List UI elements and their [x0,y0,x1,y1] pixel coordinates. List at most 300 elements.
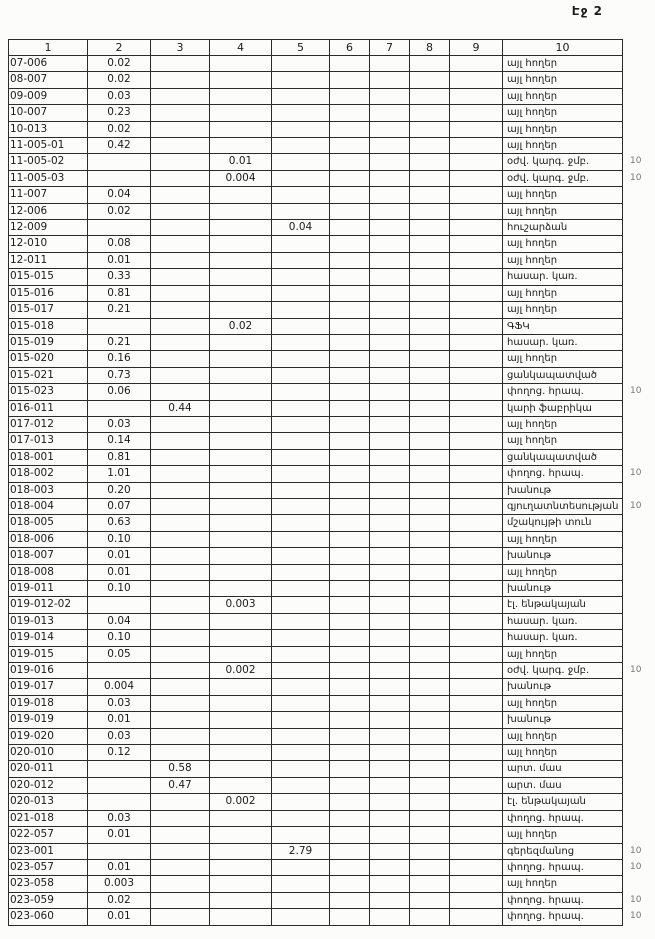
value-cell [330,498,370,514]
margin-note [623,138,649,154]
value-cell [330,810,370,826]
table-row [9,318,649,334]
value-cell [151,712,210,728]
table-row [9,498,649,514]
land-use-cell: խանութ [503,581,623,597]
value-cell [330,613,370,629]
value-cell [410,187,450,203]
value-cell [330,827,370,843]
value-cell [272,679,330,695]
value-cell [370,531,410,547]
value-cell: 0.47 [151,777,210,793]
value-cell: 0.01 [88,252,151,268]
value-cell [370,728,410,744]
value-cell: 0.07 [88,498,151,514]
value-cell [272,187,330,203]
value-cell [410,810,450,826]
land-use-cell: այլ հողեր [503,105,623,121]
land-use-cell: այլ հողեր [503,351,623,367]
value-cell [330,187,370,203]
value-cell [450,498,503,514]
value-cell [330,449,370,465]
parcel-code-cell: 018-007 [9,548,88,564]
value-cell [210,302,272,318]
parcel-code-cell: 019-020 [9,728,88,744]
value-cell [272,416,330,432]
margin-note [623,761,649,777]
value-cell [210,646,272,662]
value-cell: 0.02 [88,203,151,219]
value-cell [370,351,410,367]
margin-note [623,203,649,219]
value-cell [450,728,503,744]
margin-note [623,416,649,432]
value-cell [370,613,410,629]
value-cell [151,269,210,285]
value-cell [330,548,370,564]
value-cell: 0.03 [88,695,151,711]
value-cell [210,761,272,777]
value-cell [210,252,272,268]
land-use-cell: կարի ֆաբրիկա [503,400,623,416]
value-cell: 0.003 [88,876,151,892]
value-cell [330,909,370,925]
parcel-code-cell: 019-013 [9,613,88,629]
parcel-code-cell: 11-005-01 [9,138,88,154]
value-cell: 0.16 [88,351,151,367]
value-cell [151,220,210,236]
value-cell: 0.01 [88,827,151,843]
value-cell [210,56,272,72]
margin-note: 10 [630,386,642,397]
value-cell [370,367,410,383]
value-cell [272,695,330,711]
value-cell [410,827,450,843]
parcel-code-cell: 015-015 [9,269,88,285]
value-cell [151,531,210,547]
value-cell [330,400,370,416]
value-cell [450,482,503,498]
value-cell [330,252,370,268]
value-cell [370,761,410,777]
table-row [9,400,649,416]
value-cell [410,170,450,186]
value-cell [410,597,450,613]
land-use-cell: այլ հողեր [503,252,623,268]
value-cell [330,679,370,695]
value-cell [151,909,210,925]
margin-note [623,318,649,334]
value-cell [370,581,410,597]
table-row [9,515,649,531]
value-cell: 0.01 [88,909,151,925]
value-cell [330,597,370,613]
value-cell [210,548,272,564]
value-cell [410,859,450,875]
value-cell [210,876,272,892]
land-use-cell: այլ հողեր [503,728,623,744]
value-cell [450,630,503,646]
value-cell [410,498,450,514]
value-cell [450,810,503,826]
value-cell [370,482,410,498]
value-cell [330,466,370,482]
value-cell [272,810,330,826]
value-cell [272,302,330,318]
value-cell [370,56,410,72]
land-use-cell: այլ հողեր [503,88,623,104]
margin-note [623,252,649,268]
value-cell [151,170,210,186]
value-cell: 0.10 [88,531,151,547]
parcel-code-cell: 023-001 [9,843,88,859]
value-cell [370,318,410,334]
value-cell [450,449,503,465]
value-cell [330,269,370,285]
table-row [9,712,649,728]
value-cell [272,892,330,908]
value-cell [151,745,210,761]
value-cell [210,400,272,416]
value-cell [410,646,450,662]
value-cell [210,843,272,859]
value-cell [450,794,503,810]
value-cell [272,777,330,793]
land-use-cell: խանութ [503,679,623,695]
value-cell [410,482,450,498]
value-cell [210,515,272,531]
value-cell [272,745,330,761]
margin-note [623,367,649,383]
value-cell [210,121,272,137]
margin-note [623,581,649,597]
value-cell [330,745,370,761]
value-cell [272,613,330,629]
table-body [9,56,649,926]
value-cell [151,515,210,531]
value-cell [450,121,503,137]
value-cell [272,728,330,744]
value-cell [450,285,503,301]
value-cell [370,892,410,908]
value-cell [272,384,330,400]
value-cell [450,515,503,531]
land-use-cell: խանութ [503,548,623,564]
value-cell [370,154,410,170]
land-use-cell: փողոց. հրապ. [503,909,623,925]
value-cell [370,203,410,219]
value-cell [272,269,330,285]
value-cell [151,252,210,268]
value-cell [272,663,330,679]
parcel-code-cell: 023-060 [9,909,88,925]
table-row [9,466,649,482]
value-cell: 0.21 [88,334,151,350]
value-cell [370,105,410,121]
margin-note [623,449,649,465]
table-row [9,72,649,88]
margin-note [623,105,649,121]
value-cell [272,203,330,219]
table-row [9,794,649,810]
value-cell [370,72,410,88]
table-row [9,777,649,793]
land-use-cell: օժվ. կարգ. ջմբ. [503,170,623,186]
value-cell [450,88,503,104]
value-cell [370,138,410,154]
value-cell [450,154,503,170]
value-cell [370,384,410,400]
value-cell: 0.10 [88,630,151,646]
value-cell [210,564,272,580]
value-cell [410,581,450,597]
value-cell [151,548,210,564]
table-row [9,597,649,613]
value-cell [210,745,272,761]
land-use-cell: հասար. կառ. [503,630,623,646]
value-cell [88,663,151,679]
value-cell [272,400,330,416]
value-cell [410,745,450,761]
value-cell [410,909,450,925]
value-cell [370,695,410,711]
value-cell [151,663,210,679]
table-header [9,40,649,56]
page-number-label: Էջ 2 [571,4,603,18]
table-row [9,302,649,318]
value-cell [450,581,503,597]
land-use-cell: այլ հողեր [503,827,623,843]
value-cell: 0.73 [88,367,151,383]
land-use-cell: գերեզմանոց [503,843,623,859]
value-cell: 0.63 [88,515,151,531]
value-cell [410,613,450,629]
value-cell: 0.02 [210,318,272,334]
table-row [9,220,649,236]
value-cell: 0.04 [88,613,151,629]
value-cell [272,351,330,367]
margin-note [623,597,649,613]
value-cell: 0.03 [88,810,151,826]
margin-note [623,302,649,318]
margin-note [623,220,649,236]
table-row [9,269,649,285]
parcel-code-cell: 11-005-02 [9,154,88,170]
land-use-cell: հասար. կառ. [503,334,623,350]
value-cell [370,121,410,137]
value-cell [272,154,330,170]
parcel-code-cell: 019-014 [9,630,88,646]
land-use-cell: խանութ [503,482,623,498]
value-cell [410,334,450,350]
value-cell [330,843,370,859]
table-row [9,154,649,170]
table-row [9,482,649,498]
value-cell [330,515,370,531]
value-cell [151,630,210,646]
land-use-cell: փողոց. հրապ. [503,384,623,400]
land-use-cell: օժվ. կարգ. ջմբ. [503,154,623,170]
value-cell [151,154,210,170]
margin-note [623,236,649,252]
value-cell [330,777,370,793]
value-cell [450,843,503,859]
parcel-code-cell: 08-007 [9,72,88,88]
margin-note: 10 [630,665,642,676]
value-cell [272,531,330,547]
value-cell [151,236,210,252]
margin-note [623,433,649,449]
value-cell [330,482,370,498]
value-cell [450,663,503,679]
value-cell [151,203,210,219]
value-cell [210,285,272,301]
margin-note: 10 [630,500,642,511]
value-cell [151,334,210,350]
value-cell [272,449,330,465]
value-cell [330,72,370,88]
value-cell [272,515,330,531]
value-cell [410,384,450,400]
parcel-code-cell: 10-007 [9,105,88,121]
value-cell [450,613,503,629]
value-cell [410,269,450,285]
value-cell [151,187,210,203]
margin-note [623,187,649,203]
land-use-cell: այլ հողեր [503,121,623,137]
value-cell: 0.81 [88,285,151,301]
value-cell [210,88,272,104]
value-cell [410,515,450,531]
value-cell [410,88,450,104]
value-cell [151,843,210,859]
value-cell [410,695,450,711]
value-cell: 0.002 [210,794,272,810]
value-cell [410,56,450,72]
value-cell [410,220,450,236]
land-use-cell: գյուղատնտեսության [503,498,623,514]
table-row [9,236,649,252]
table-row [9,859,649,875]
value-cell: 0.01 [88,548,151,564]
value-cell [330,203,370,219]
value-cell [210,220,272,236]
table-row [9,384,649,400]
value-cell [151,433,210,449]
column-header: 8 [410,40,450,56]
value-cell [410,285,450,301]
value-cell: 0.14 [88,433,151,449]
value-cell [450,646,503,662]
value-cell [272,712,330,728]
table-row [9,449,649,465]
value-cell [210,416,272,432]
value-cell [330,170,370,186]
land-use-cell: այլ հողեր [503,187,623,203]
value-cell: 0.12 [88,745,151,761]
value-cell [370,302,410,318]
parcel-code-cell: 019-011 [9,581,88,597]
table-row [9,548,649,564]
value-cell [370,334,410,350]
value-cell [410,679,450,695]
value-cell [410,777,450,793]
value-cell [151,351,210,367]
table-row [9,351,649,367]
value-cell [410,712,450,728]
value-cell [450,712,503,728]
value-cell: 0.02 [88,72,151,88]
value-cell [151,695,210,711]
value-cell: 0.10 [88,581,151,597]
value-cell [151,302,210,318]
parcel-code-cell: 020-010 [9,745,88,761]
value-cell [450,334,503,350]
margin-note [623,88,649,104]
land-use-cell: ցանկապատված [503,449,623,465]
value-cell [410,531,450,547]
value-cell [370,859,410,875]
value-cell [151,105,210,121]
land-use-cell: այլ հողեր [503,72,623,88]
value-cell [210,105,272,121]
value-cell [370,498,410,514]
value-cell [450,236,503,252]
value-cell [151,728,210,744]
value-cell [272,138,330,154]
value-cell [151,367,210,383]
margin-note: 10 [630,468,642,479]
value-cell [151,827,210,843]
parcel-code-cell: 017-013 [9,433,88,449]
parcel-code-cell: 023-059 [9,892,88,908]
value-cell [370,876,410,892]
land-use-cell: արտ. մաս [503,777,623,793]
value-cell [330,220,370,236]
value-cell [410,548,450,564]
value-cell [210,531,272,547]
value-cell [370,827,410,843]
value-cell [330,433,370,449]
value-cell [88,777,151,793]
table-row [9,876,649,892]
parcel-code-cell: 018-006 [9,531,88,547]
value-cell [450,72,503,88]
value-cell [210,187,272,203]
value-cell [370,187,410,203]
value-cell: 0.20 [88,482,151,498]
column-header: 6 [330,40,370,56]
value-cell [272,876,330,892]
value-cell [370,712,410,728]
value-cell [330,531,370,547]
value-cell [151,892,210,908]
parcel-code-cell: 022-057 [9,827,88,843]
value-cell: 0.33 [88,269,151,285]
value-cell [272,367,330,383]
margin-note [623,777,649,793]
value-cell [330,695,370,711]
margin-note [623,827,649,843]
value-cell [272,909,330,925]
parcel-code-cell: 018-005 [9,515,88,531]
value-cell [210,482,272,498]
margin-note [623,482,649,498]
table-row [9,728,649,744]
margin-note [623,794,649,810]
value-cell [272,564,330,580]
value-cell: 0.02 [88,56,151,72]
